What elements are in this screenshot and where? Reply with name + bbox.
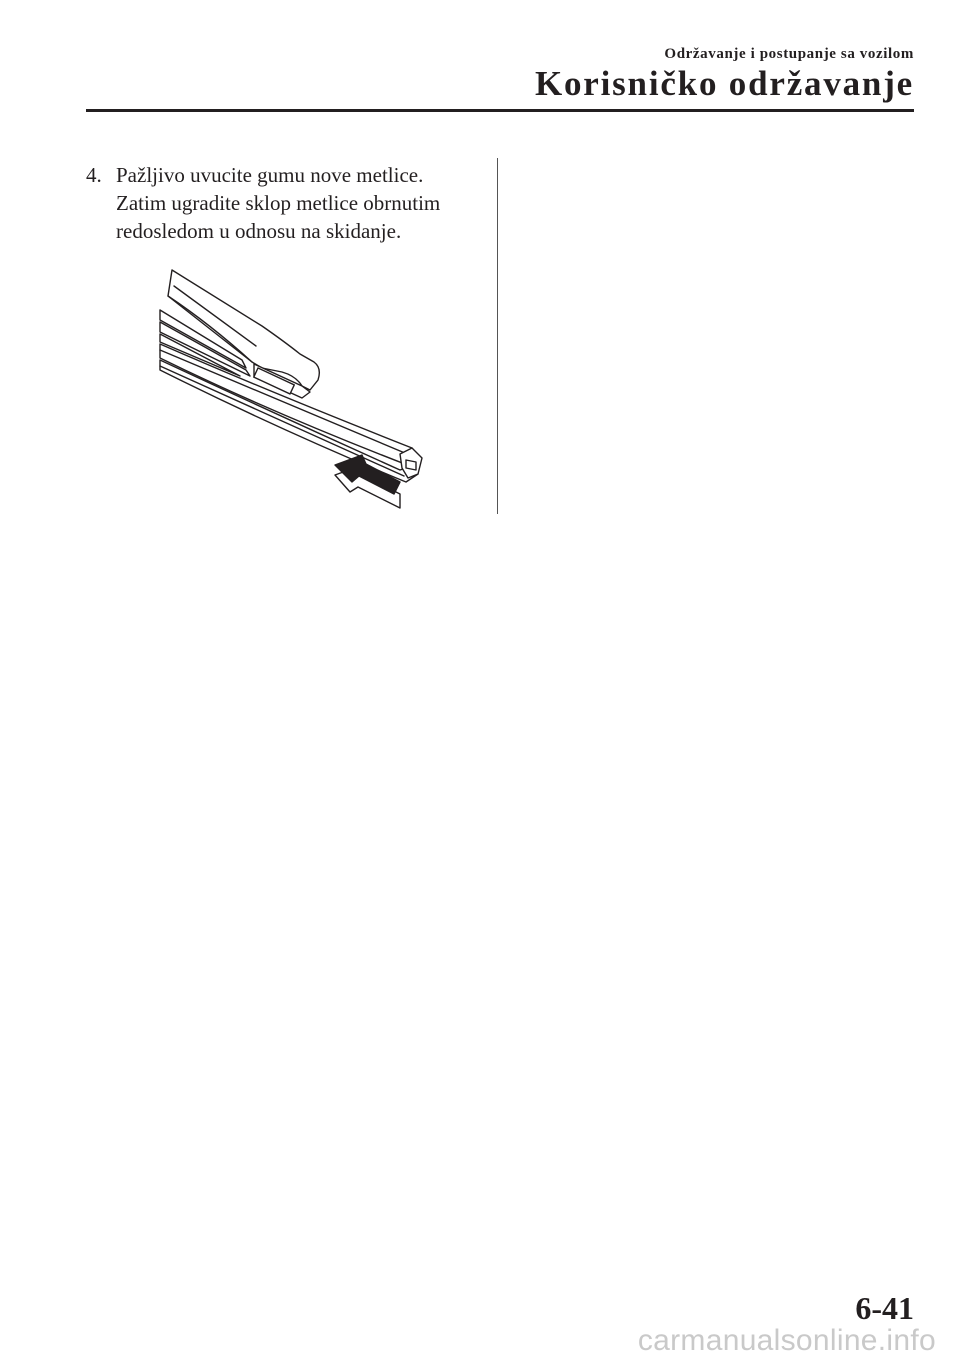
wiper-figure [150,262,440,512]
header-rule [86,109,914,112]
chapter-title: Korisničko održavanje [534,64,914,103]
step-line-2: Zatim ugradite sklop metlice obrnutim [116,191,441,215]
step-line-1 [86,161,486,189]
step-number: 4. [86,163,102,187]
step-line-3: redosledom u odnosu na skidanje. [116,219,402,243]
column-divider [497,158,498,514]
step-text-1: Pažljivo uvucite gumu nove metlice. [116,163,424,187]
wiper-blade-insert-illustration-icon [150,262,440,512]
step-4 [86,161,486,245]
footer-watermark[interactable]: carmanualsonline.info [637,1324,936,1357]
section-label: Održavanje i postupanje sa vozilom [664,46,914,62]
page-number: 6-41 [855,1290,914,1326]
rubber-refill [160,360,418,482]
